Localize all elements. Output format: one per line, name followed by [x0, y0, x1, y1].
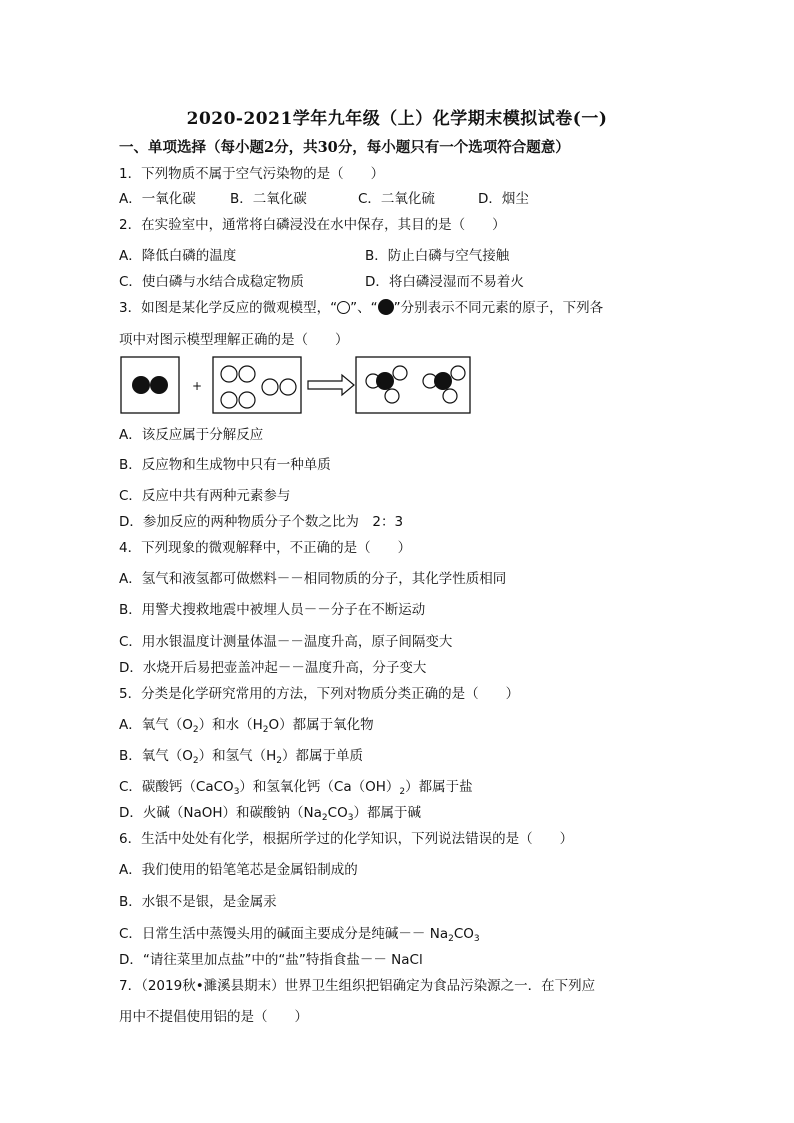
q3-option-c: C．反应中共有两种元素参与: [119, 488, 291, 504]
reaction-arrow-icon: [308, 375, 354, 395]
q3-option-a: A．该反应属于分解反应: [119, 427, 264, 443]
white-atom-icon: [337, 301, 350, 314]
q3-stem-part1: 3．如图是某化学反应的微观模型，“: [119, 300, 338, 316]
q2-stem: 2．在实验室中，通常将白磷浸没在水中保存，其目的是（ ）: [119, 217, 506, 233]
black-atom-icon: [378, 299, 394, 315]
q4-stem: 4．下列现象的微观解释中，不正确的是（ ）: [119, 540, 412, 556]
reactant-box-2: [213, 357, 301, 413]
q5-option-d: D．火碱（NaOH）和碳酸钠$(Na_2CO_3)$都属于碱: [119, 805, 421, 823]
q3-option-b: B．反应物和生成物中只有一种单质: [119, 457, 331, 473]
q1-option-b: B．二氧化碳: [230, 191, 307, 207]
reactant-box-1: [121, 357, 179, 413]
q5-option-b: B．氧气$(O_2)$和氢气$(H_2)$都属于单质: [119, 748, 364, 766]
q4-option-b: B．用警犬搜救地震中被埋人员－－分子在不断运动: [119, 602, 426, 618]
q1-option-c: C．二氧化硫: [358, 191, 435, 207]
q3-stem-line2: 项中对图示模型理解正确的是（ ）: [119, 332, 349, 348]
reaction-model-diagram: [118, 354, 478, 418]
plus-sign: +: [192, 379, 203, 393]
q4-option-a: A．氢气和液氢都可做燃料－－相同物质的分子，其化学性质相同: [119, 571, 507, 587]
q2-option-b: B．防止白磷与空气接触: [365, 248, 510, 264]
q7-stem: 7．（2019秋•濉溪县期末）世界卫生组织把铝确定为食品污染源之一．在下列应: [119, 978, 596, 994]
q5-stem: 5．分类是化学研究常用的方法，下列对物质分类正确的是（ ）: [119, 686, 520, 702]
q6-option-d: D．“请往菜里加点盐”中的“盐”特指食盐－－ NaCl: [119, 952, 423, 968]
q1-option-a: A．一氧化碳: [119, 191, 196, 207]
q6-option-a: A．我们使用的铅笔笔芯是金属铅制成的: [119, 862, 358, 878]
q3-stem: [119, 299, 603, 317]
q2-option-c: C．使白磷与水结合成稳定物质: [119, 274, 304, 290]
q2-option-a: A．降低白磷的温度: [119, 248, 237, 264]
q7-stem-line2: 用中不提倡使用铝的是（ ）: [119, 1009, 308, 1025]
q1-stem: 1．下列物质不属于空气污染物的是（ ）: [119, 166, 385, 182]
q5-option-c: C．碳酸钙（CaCO$_3$）和氢氧化钙$(Ca(OH)_2)$都属于盐: [119, 779, 473, 797]
exam-title: 2020-2021学年九年级（上）化学期末模拟试卷(一): [186, 109, 608, 129]
q4-option-c: C．用水银温度计测量体温－－温度升高，原子间隔变大: [119, 634, 453, 650]
q6-option-b: B．水银不是银，是金属汞: [119, 894, 277, 910]
q4-option-d: D．水烧开后易把壶盖冲起－－温度升高，分子变大: [119, 660, 427, 676]
product-box: [356, 357, 470, 413]
q5-option-a: A．氧气$(O_2)$和水$(H_2O)$都属于氧化物: [119, 717, 374, 735]
q1-option-d: D．烟尘: [478, 191, 529, 207]
section-heading: 一、单项选择（每小题2分，共30分，每小题只有一个选项符合题意）: [119, 139, 570, 156]
q3-stem-part3: ”分别表示不同元素的原子，下列各: [393, 300, 604, 316]
q6-option-c: C．日常生活中蒸馒头用的碱面主要成分是纯碱－－ $Na_2CO_3$: [119, 926, 480, 944]
q2-option-d: D．将白磷浸湿而不易着火: [365, 274, 524, 290]
q3-stem-part2: ”、“: [350, 300, 378, 316]
q3-option-d: D．参加反应的两种物质分子个数之比为 2：3: [119, 514, 404, 530]
q6-stem: 6．生活中处处有化学，根据所学过的化学知识，下列说法错误的是（ ）: [119, 831, 574, 847]
